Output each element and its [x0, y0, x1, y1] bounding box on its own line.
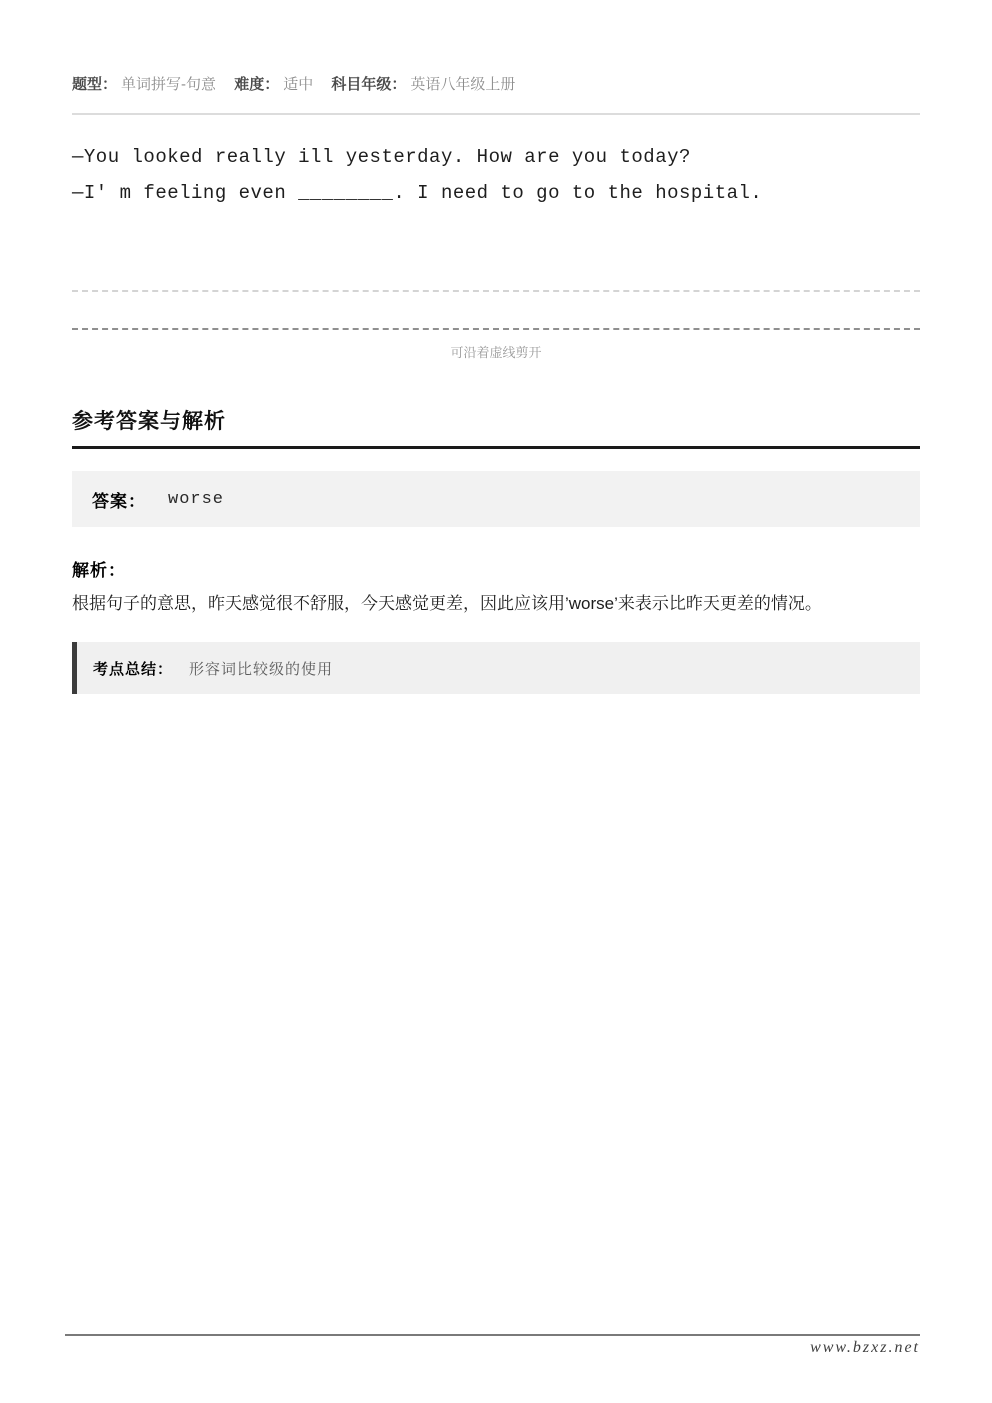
header-divider: [72, 113, 920, 115]
answer-box: [72, 471, 920, 527]
answer-label: 答案：: [92, 491, 146, 511]
page-footer: [65, 1334, 920, 1357]
page: [0, 0, 992, 694]
meta-difficulty-label: 难度：: [234, 76, 280, 93]
cut-dashed-line-dark: [72, 328, 920, 330]
meta-difficulty: [234, 76, 313, 93]
key-point-summary-label: 考点总结：: [93, 660, 174, 678]
analysis-text: 根据句子的意思，昨天感觉很不舒服，今天感觉更差，因此应该用’worse’来表示比昨天更差的情况。: [72, 594, 822, 613]
question-text: [72, 139, 920, 211]
footer-divider: [65, 1334, 920, 1336]
analysis-label: 解析：: [72, 561, 126, 580]
meta-question-type: [72, 76, 216, 93]
meta-question-type-label: 题型：: [72, 76, 118, 93]
meta-subject-grade-label: 科目年级：: [331, 76, 407, 93]
meta-subject-grade: [331, 76, 515, 93]
cut-dashed-line-light: [72, 290, 920, 292]
cut-along-line-note: 可沿着虚线剪开: [450, 345, 542, 360]
key-point-summary-value: 形容词比较级的使用: [189, 660, 334, 678]
question-line-2: —I' m feeling even ________. I need to go to the hospital.: [72, 182, 763, 204]
footer-site-url: www.bzxz.net: [810, 1339, 920, 1356]
question-line-1: —You looked really ill yesterday. How are you today?: [72, 146, 691, 168]
key-point-summary-box: [72, 642, 920, 694]
meta-subject-grade-value: 英语八年级上册: [410, 76, 516, 93]
question-meta-row: [72, 0, 920, 96]
meta-difficulty-value: 适中: [283, 76, 314, 93]
answer-value: worse: [168, 489, 225, 509]
answer-section-heading-rule: [72, 446, 920, 449]
meta-question-type-value: 单词拼写-句意: [121, 76, 217, 93]
answer-section-heading: 参考答案与解析: [72, 410, 226, 433]
